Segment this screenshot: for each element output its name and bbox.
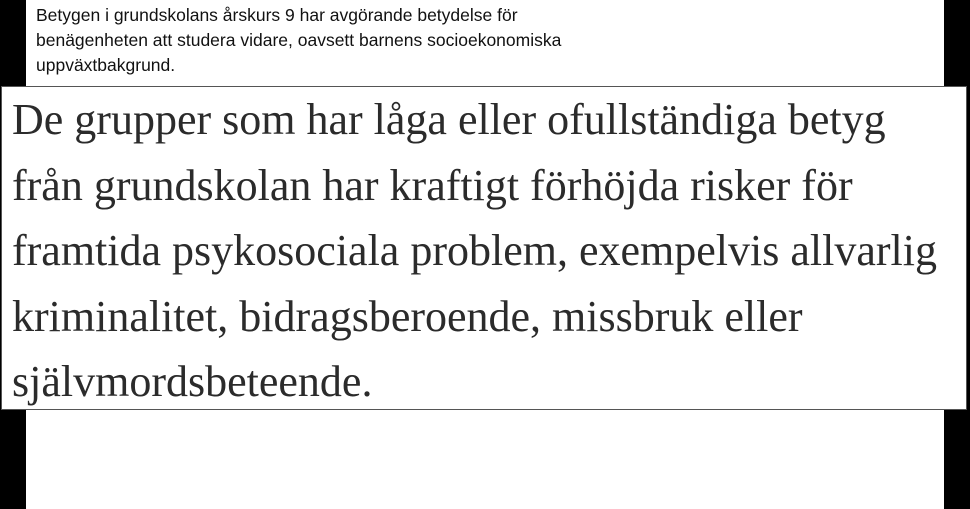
zoomed-excerpt-box [1,86,967,410]
zoomed-paragraph[interactable]: De grupper som har låga eller ofullständiga betyg från grundskolan har kraftigt förhöjda risker för framtida psykosociala problem, exempelvis allvarlig kriminalitet, bidragsberoende, missbruk eller självmordsbeteende. [12,95,937,406]
background-paragraph[interactable]: Betygen i grundskolans årskurs 9 har avgörande betydelse för benägenheten att studera vidare, oavsett barnens socioekonomiska uppväxtbakgrund. [36,5,562,75]
